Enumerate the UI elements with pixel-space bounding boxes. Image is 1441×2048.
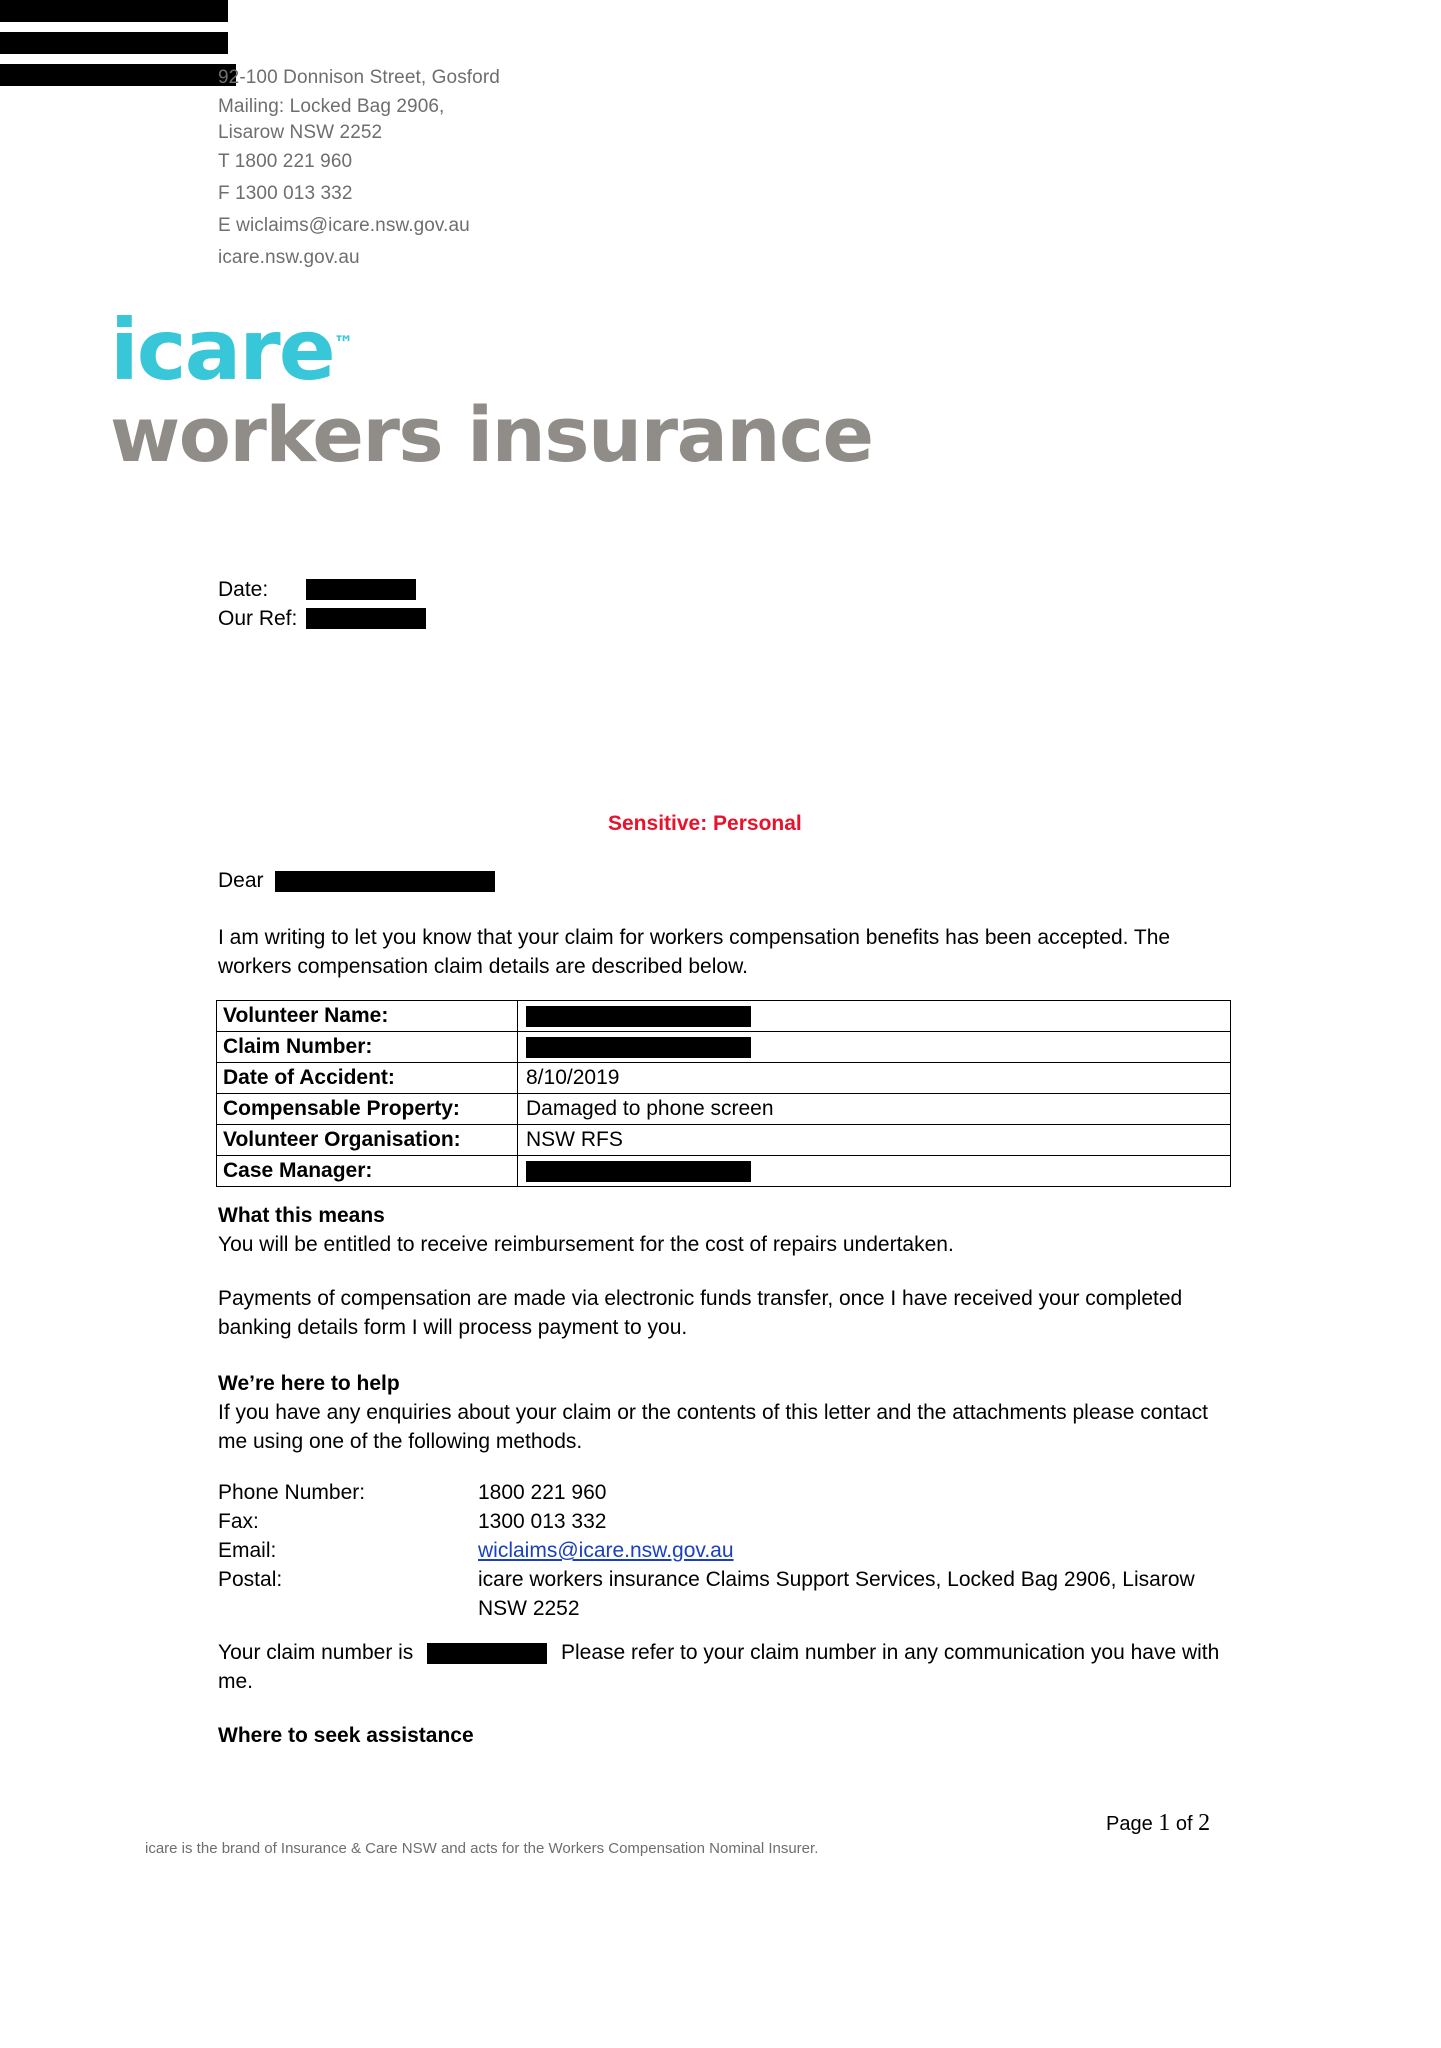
meta-ref-row [218,604,426,633]
contact-value-fax: 1300 013 332 [478,1510,607,1533]
payments-paragraph: Payments of compensation are made via electronic funds transfer, once I have received your completed banking details form I will process payment to you. [218,1287,1183,1339]
page-total: 2 [1198,1810,1211,1836]
table-row [217,1001,1231,1032]
page-current: 1 [1158,1810,1171,1836]
claim-number-redaction [427,1643,547,1664]
address-line-phone: T 1800 221 960 [218,151,353,172]
row-value-volunteer-name [518,1001,1231,1032]
our-ref-label: Our Ref: [218,607,298,630]
logo-primary-label: icare [110,301,334,399]
row-value-case-manager [518,1156,1231,1187]
table-row [217,1063,1231,1094]
contact-row-phone [218,1478,1218,1507]
row-value-date-of-accident: 8/10/2019 [518,1063,1231,1094]
salutation-redaction [275,871,495,892]
address-line-email: E wiclaims@icare.nsw.gov.au [218,215,470,236]
what-this-means-heading: What this means [218,1204,385,1227]
recipient-line-1 [0,0,1441,27]
contact-methods-list [218,1478,1218,1623]
recipient-line-2 [0,32,1441,59]
recipient-address-block [0,0,1441,91]
address-line-1: 92-100 Donnison Street, Gosford [218,67,500,88]
row-key-claim-number: Claim Number: [217,1032,518,1063]
help-heading: We’re here to help [218,1372,400,1395]
page-number [1106,1810,1210,1837]
row-key-volunteer-name: Volunteer Name: [217,1001,518,1032]
logo-secondary-label: workers insurance [110,390,873,479]
trademark-icon: ™ [333,331,354,355]
contact-label-email: Email: [218,1539,277,1562]
address-line-2: Mailing: Locked Bag 2906, [218,96,445,117]
email-link[interactable]: wiclaims@icare.nsw.gov.au [478,1539,734,1562]
date-label: Date: [218,578,269,601]
address-line-3: Lisarow NSW 2252 [218,122,383,143]
table-row [217,1032,1231,1063]
row-key-date-of-accident: Date of Accident: [217,1063,518,1094]
table-row [217,1125,1231,1156]
what-this-means-text: You will be entitled to receive reimbursement for the cost of repairs undertaken. [218,1233,954,1256]
icare-logo [110,300,1010,479]
contact-row-fax [218,1507,1218,1536]
intro-paragraph: I am writing to let you know that your claim for workers compensation benefits has been accepted. The workers compensation claim details are described below. [218,926,1171,978]
footer-disclaimer: icare is the brand of Insurance & Care NSW and acts for the Workers Compensation Nominal Insurer. [145,1840,819,1857]
letter-meta [218,575,426,633]
where-to-seek-assistance-heading: Where to seek assistance [218,1724,474,1747]
row-key-case-manager: Case Manager: [217,1156,518,1187]
date-redaction [306,579,416,600]
address-line-website: icare.nsw.gov.au [218,247,360,268]
contact-row-email [218,1536,1218,1565]
address-line-fax: F 1300 013 332 [218,183,353,204]
our-ref-redaction [306,608,426,629]
contact-value-postal: icare workers insurance Claims Support Services, Locked Bag 2906, Lisarow NSW 2252 [478,1568,1195,1620]
row-value-compensable-property: Damaged to phone screen [518,1094,1231,1125]
salutation [218,866,495,895]
contact-value-phone: 1800 221 960 [478,1481,607,1504]
meta-date-row [218,575,426,604]
contact-label-phone: Phone Number: [218,1481,366,1504]
claim-details-table [216,1000,1231,1187]
contact-row-postal [218,1565,1218,1623]
claim-number-note-prefix: Your claim number is [218,1641,414,1664]
claim-number-note [218,1638,1228,1696]
page-label: Page [1106,1813,1153,1835]
salutation-greeting: Dear [218,869,264,892]
table-row [217,1094,1231,1125]
table-row [217,1156,1231,1187]
contact-label-fax: Fax: [218,1510,259,1533]
row-value-volunteer-organisation: NSW RFS [518,1125,1231,1156]
page-of-label: of [1175,1813,1193,1835]
recipient-line-3 [0,64,1441,91]
row-value-claim-number [518,1032,1231,1063]
claim-number-note-suffix: Please refer to your claim number in any communication you have with me. [218,1641,1220,1693]
logo-primary-text [110,300,354,399]
what-this-means-section [218,1201,1228,1259]
row-key-volunteer-organisation: Volunteer Organisation: [217,1125,518,1156]
help-paragraph: If you have any enquiries about your claim or the contents of this letter and the attachments please contact me using one of the following methods. [218,1401,1208,1453]
contact-label-postal: Postal: [218,1568,283,1591]
row-key-compensable-property: Compensable Property: [217,1094,518,1125]
sensitivity-label: Sensitive: Personal [608,812,802,835]
header-address-block [218,62,500,274]
